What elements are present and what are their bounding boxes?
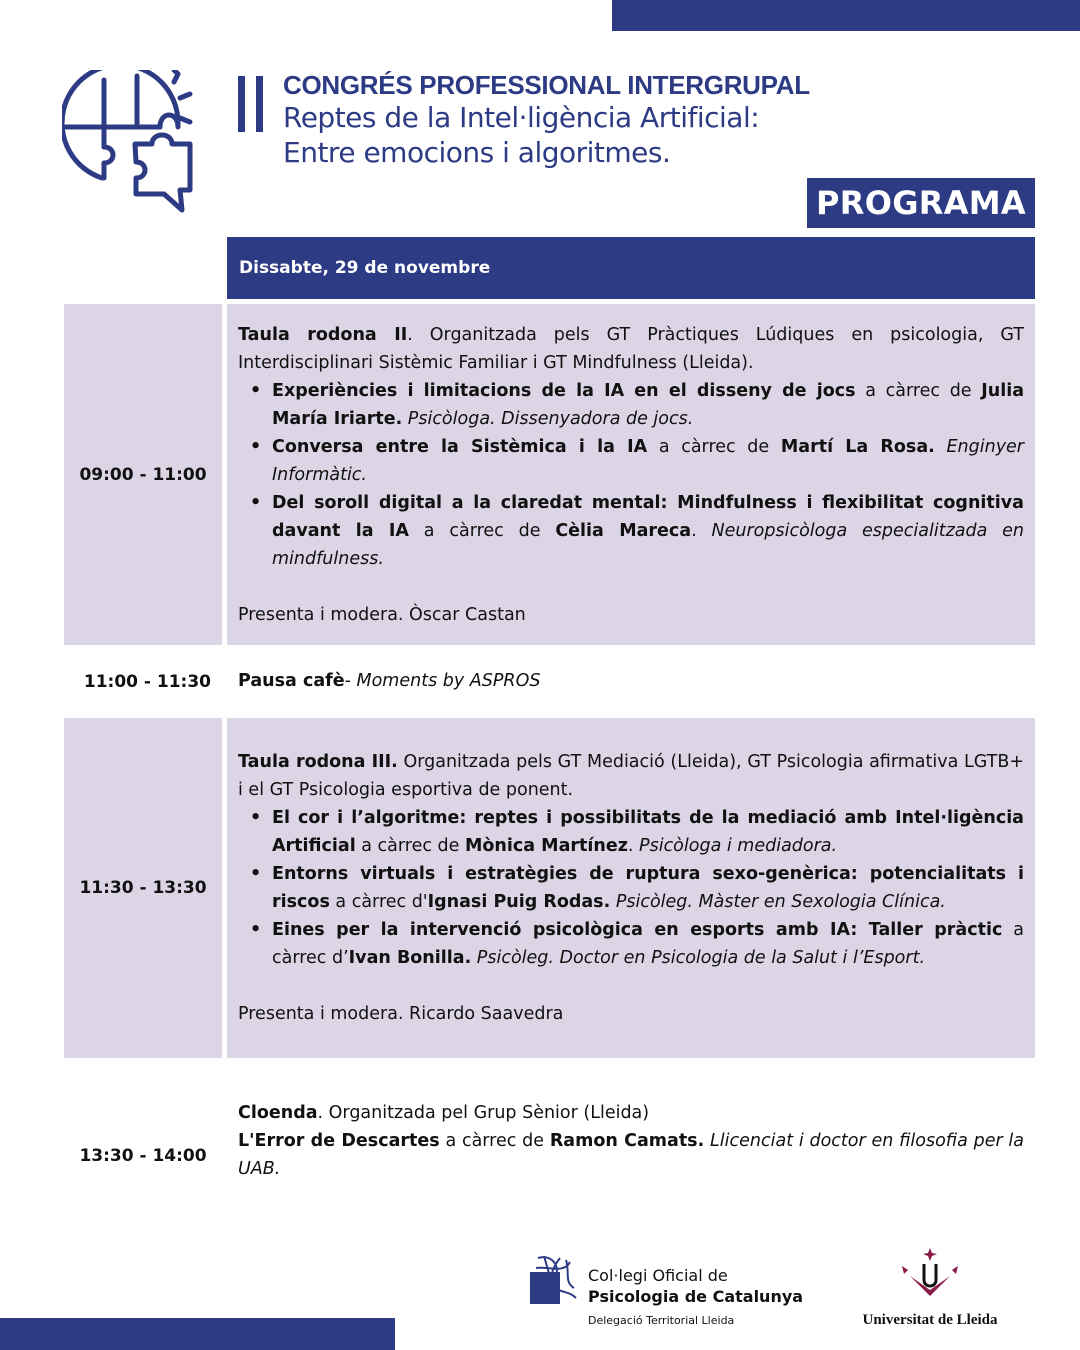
day-header: Dissabte, 29 de novembre [227, 237, 1035, 299]
talk-item: • El cor i l’algoritme: reptes i possibilitats de la mediació amb Intel·ligència Artificial a càrrec de Mònica Martínez. Psicòloga i mediadora. [272, 804, 1024, 860]
udl-logo-icon [890, 1248, 970, 1298]
break-time: 11:00 - 11:30 [83, 671, 211, 692]
globe-puzzle-speech-icon [62, 70, 202, 215]
talk-item: • Conversa entre la Sistèmica i la IA a càrrec de Martí La Rosa. Enginyer Informàtic. [272, 433, 1024, 489]
break-content: Pausa cafè- Moments by ASPROS [238, 671, 541, 691]
udl-logo [850, 1248, 1010, 1333]
event-subtitle-line1: Reptes de la Intel·ligència Artificial: [283, 101, 760, 134]
udl-name: Universitat de Lleida [862, 1312, 998, 1328]
session-content [227, 718, 1035, 1058]
session-intro: Taula rodona III. Organitzada pels GT Mediació (Lleida), GT Psicologia afirmativa LGTB+ i el GT Psicologia esportiva de ponent. [238, 752, 1025, 800]
talk-item: • Experiències i limitacions de la IA en el disseny de jocs a càrrec de Julia María Iriarte. Psicòloga. Dissenyadora de jocs. [272, 377, 1024, 433]
copc-name-line1: Col·legi Oficial de [588, 1266, 728, 1285]
copc-name-line2: Psicologia de Catalunya [588, 1287, 804, 1306]
session-time: 11:30 - 13:30 [64, 718, 222, 1058]
talk-item: • Del soroll digital a la claredat mental: Mindfulness i flexibilitat cognitiva davant la IA a càrrec de Cèlia Mareca. Neuropsicòloga especialitzada en mindfulness. [272, 489, 1024, 573]
top-accent-bar [612, 0, 1080, 31]
session-moderator: Presenta i modera. Ricardo Saavedra [238, 1004, 564, 1024]
closing-time: 13:30 - 14:00 [79, 1146, 207, 1166]
programa-badge: PROGRAMA [807, 178, 1035, 228]
bottom-accent-bar [0, 1318, 395, 1350]
copc-logo [530, 1252, 830, 1332]
talk-list [272, 804, 1024, 972]
closing-talk: L'Error de Descartes a càrrec de Ramon Camats. Llicenciat i doctor en filosofia per la UAB. [238, 1131, 1025, 1179]
copc-logo-icon [530, 1254, 580, 1304]
session-content [227, 304, 1035, 645]
session-time: 09:00 - 11:00 [64, 304, 222, 645]
talk-item: • Entorns virtuals i estratègies de ruptura sexo-genèrica: potencialitats i riscos a càrrec d'Ignasi Puig Rodas. Psicòleg. Màster en Sexologia Clínica. [272, 860, 1024, 916]
event-title: CONGRÉS PROFESSIONAL INTERGRUPAL [283, 70, 810, 100]
session-intro: Taula rodona II. Organitzada pels GT Pràctiques Lúdiques en psicologia, GT Interdisciplinari Sistèmic Familiar i GT Mindfulness (Lleida). [238, 325, 1024, 373]
talk-item: • Eines per la intervenció psicològica en esports amb IA: Taller pràctic a càrrec d’Ivan Bonilla. Psicòleg. Doctor en Psicologia de la Salut i l’Esport. [272, 916, 1024, 972]
copc-delegation: Delegació Territorial Lleida [588, 1314, 735, 1327]
closing-content [227, 1099, 1035, 1189]
closing-intro: Cloenda. Organitzada pel Grup Sènior (Lleida) [238, 1103, 650, 1123]
talk-list [272, 377, 1024, 573]
session-moderator: Presenta i modera. Òscar Castan [238, 605, 526, 625]
edition-mark-II [236, 76, 266, 132]
event-subtitle-line2: Entre emocions i algoritmes. [283, 136, 671, 169]
